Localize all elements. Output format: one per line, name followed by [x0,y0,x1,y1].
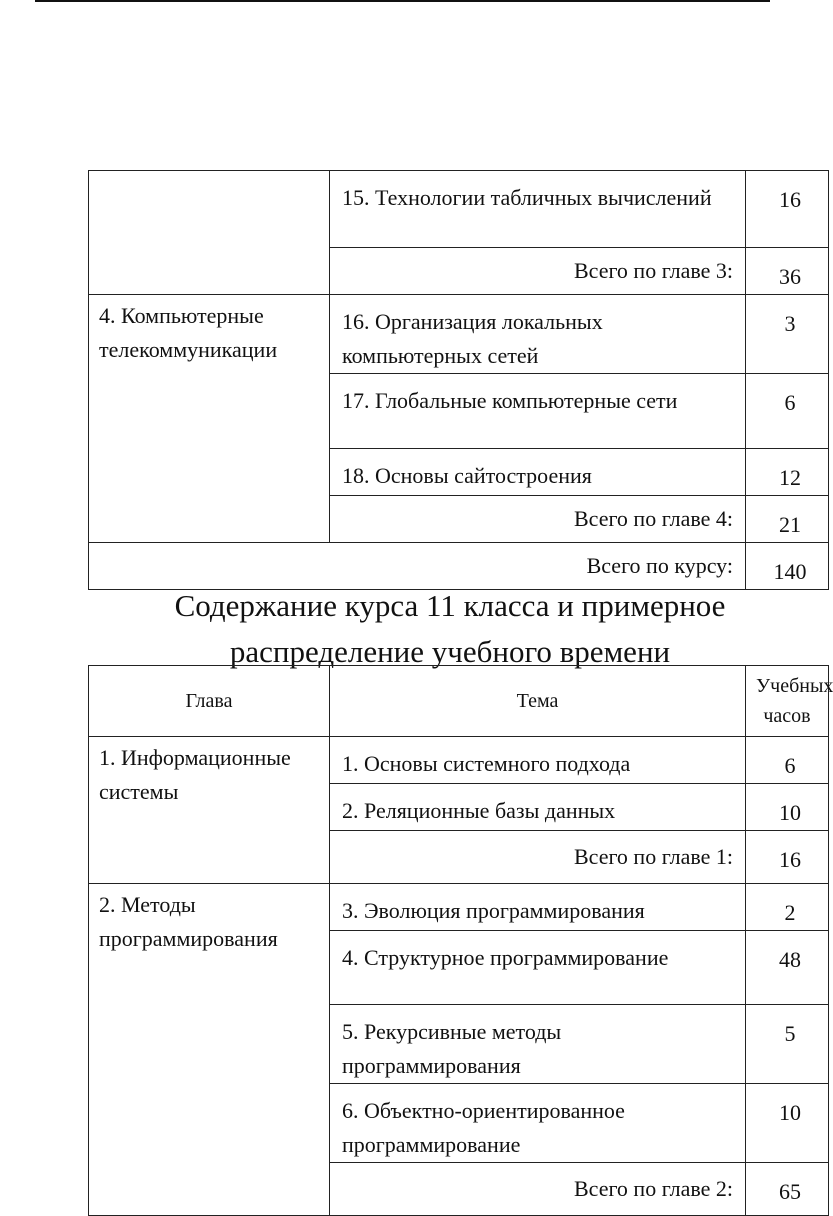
chapter-total-label: Всего по главе 4: [330,496,746,543]
header-chapter: Глава [89,666,330,737]
hours-cell: 6 [746,374,829,449]
course-11-table [88,665,833,1216]
topic-cell: 4. Структурное программирование [330,931,746,1005]
topic-cell: 6. Объектно-ориентированное программирование [330,1084,746,1163]
table-row [89,737,829,784]
topic-cell: 2. Реляционные базы данных [330,784,746,831]
top-rule [35,0,770,2]
chapter-total-hours: 16 [746,831,829,884]
table-row [89,295,829,374]
chapter-total-label: Всего по главе 3: [330,248,746,295]
hours-cell: 48 [746,931,829,1005]
hours-cell: 10 [746,784,829,831]
chapter-cell: 1. Информационные системы [89,737,330,884]
chapter-total-hours: 21 [746,496,829,543]
hours-cell: 2 [746,884,829,931]
hours-cell: 12 [746,449,829,496]
chapter-total-label: Всего по главе 2: [330,1163,746,1216]
topic-cell: 5. Рекурсивные методы программирования [330,1005,746,1084]
topic-cell: 17. Глобальные компьютерные сети [330,374,746,449]
chapter-total-hours: 36 [746,248,829,295]
chapter-cell-empty [89,171,330,295]
topic-cell: 16. Организация локальных компьютерных сетей [330,295,746,374]
chapter-cell: 4. Компьютерные телекоммуникации [89,295,330,543]
chapter-cell: 2. Методы программирования [89,884,330,1216]
topic-cell: 3. Эволюция программирования [330,884,746,931]
hours-cell: 10 [746,1084,829,1163]
section-title: Содержание курса 11 класса и примерное распределение учебного времени [174,588,726,669]
course-10-table-continuation [88,170,829,590]
course-total-label: Всего по курсу: [89,543,746,590]
hours-cell: 5 [746,1005,829,1084]
hours-cell: 16 [746,171,829,248]
chapter-total-hours: 65 [746,1163,829,1216]
table-row [89,171,829,248]
hours-cell: 3 [746,295,829,374]
header-topic: Тема [330,666,746,737]
topic-cell: 1. Основы системного подхода [330,737,746,784]
header-row [89,666,829,737]
topic-cell: 18. Основы сайтостроения [330,449,746,496]
table-row [89,884,829,931]
header-hours: Учебных часов [746,666,829,737]
chapter-total-label: Всего по главе 1: [330,831,746,884]
topic-cell: 15. Технологии табличных вычислений [330,171,746,248]
course-total-hours: 140 [746,543,829,590]
hours-cell: 6 [746,737,829,784]
